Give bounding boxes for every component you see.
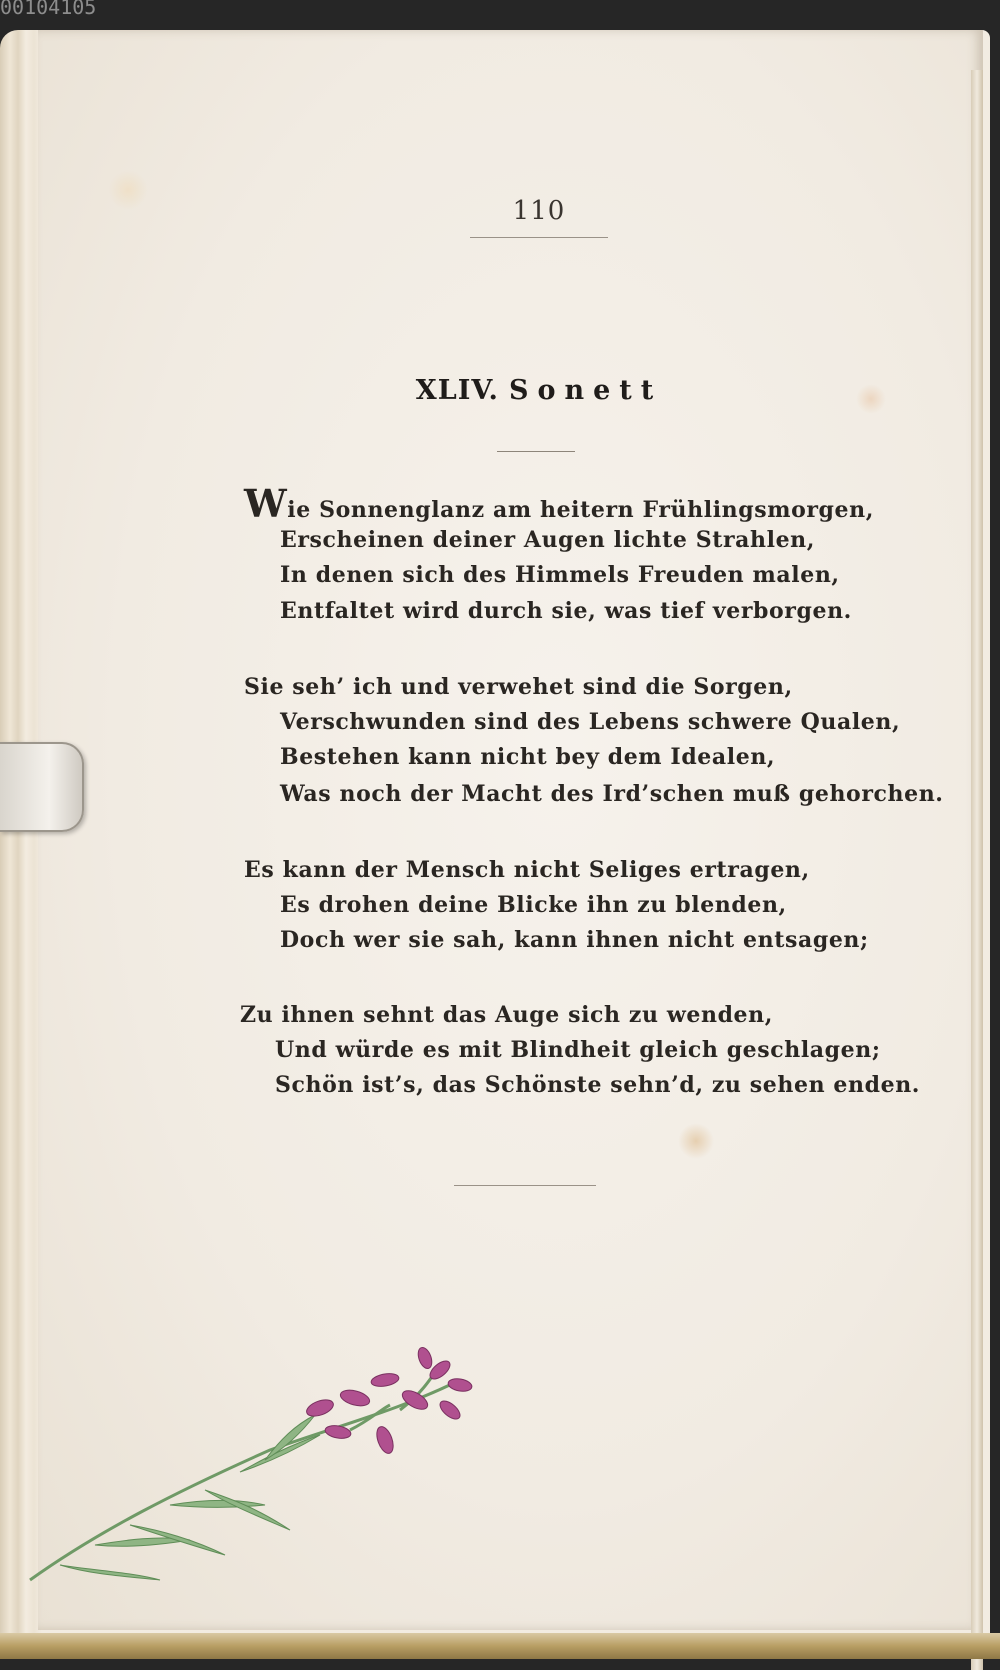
poem-line: Schön ist’s, das Schönste sehn’d, zu sehen enden. xyxy=(275,1072,921,1098)
poem-line: Erscheinen deiner Augen lichte Strahlen, xyxy=(280,527,816,553)
leaf-group xyxy=(60,1415,320,1580)
poem-line: Es kann der Mensch nicht Seliges ertragen, xyxy=(244,857,810,883)
poem-title xyxy=(0,375,1000,406)
foxing-spot xyxy=(678,1123,714,1159)
page-edge xyxy=(971,70,983,1670)
poem-line: Doch wer sie sah, kann ihnen nicht entsagen; xyxy=(280,927,869,953)
poem-numeral: XLIV. xyxy=(415,375,499,406)
flower-illustration xyxy=(20,1340,490,1590)
drop-initial: W xyxy=(244,481,288,526)
poem-line: Bestehen kann nicht bey dem Idealen, xyxy=(280,744,776,770)
poem-line: Sie seh’ ich und verwehet sind die Sorgen, xyxy=(244,674,793,700)
poem-line: Zu ihnen sehnt das Auge sich zu wenden, xyxy=(240,1002,773,1028)
poem-line: Was noch der Macht des Ird’schen muß gehorchen. xyxy=(280,781,944,807)
poem-line: Es drohen deine Blicke ihn zu blenden, xyxy=(280,892,787,918)
flower-stem xyxy=(30,1365,460,1580)
poem-line: Verschwunden sind des Lebens schwere Qualen, xyxy=(280,709,901,735)
poem-line: Und würde es mit Blindheit gleich geschlagen; xyxy=(275,1037,881,1063)
page-number-rule xyxy=(470,237,608,238)
end-rule xyxy=(454,1185,596,1186)
flower-blossoms xyxy=(304,1346,472,1456)
bookmark-tab xyxy=(0,742,84,832)
scan-label: 00104105 xyxy=(0,0,97,19)
title-rule xyxy=(497,451,575,452)
page-number: 110 xyxy=(512,196,566,226)
poem-line: In denen sich des Himmels Freuden malen, xyxy=(280,562,840,588)
book-bottom-edge xyxy=(0,1633,1000,1659)
poem-line: Entfaltet wird durch sie, was tief verborgen. xyxy=(280,598,852,624)
poem-title-word: Sonett xyxy=(508,375,663,406)
poem-line: Wie Sonnenglanz am heitern Frühlingsmorgen, xyxy=(244,481,874,526)
